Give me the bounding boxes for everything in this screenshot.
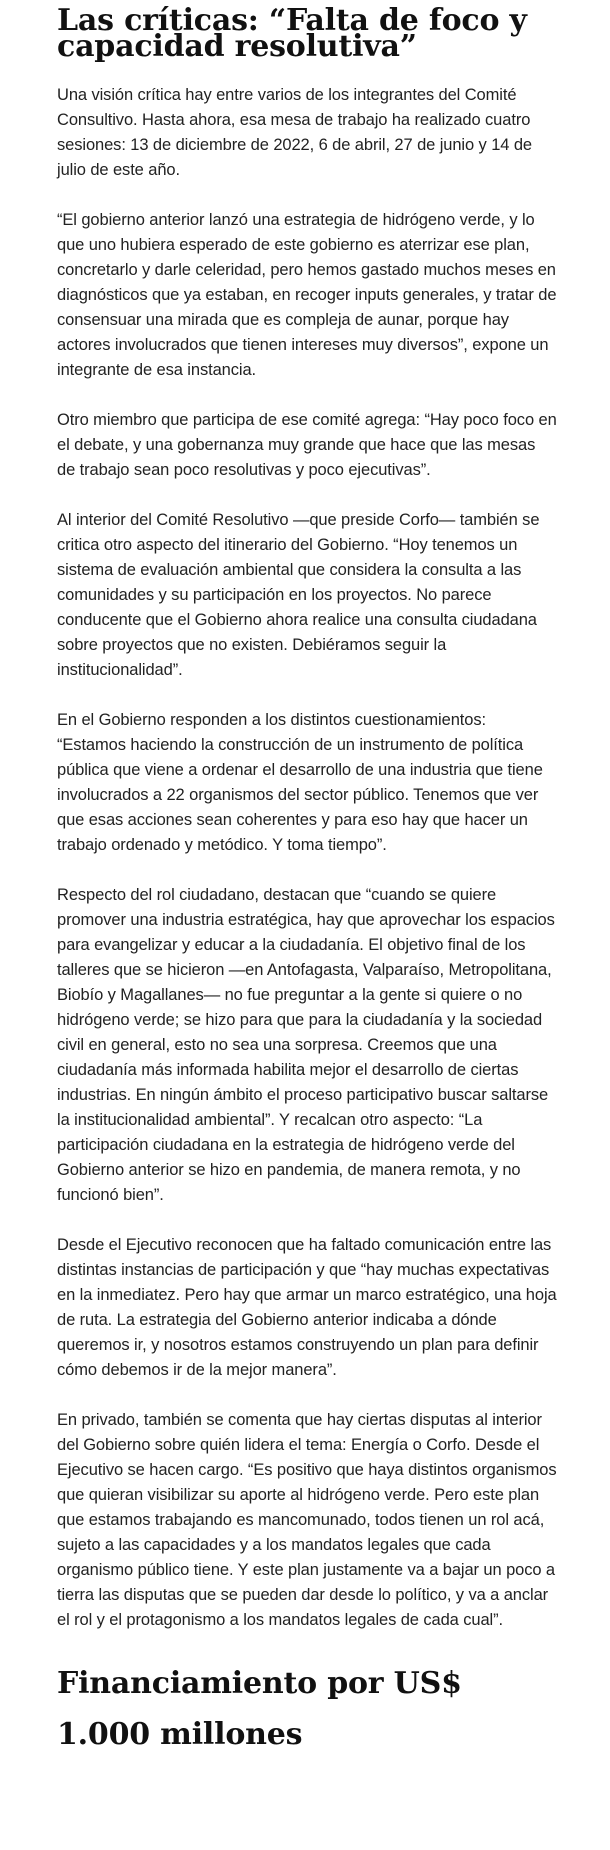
paragraph-gobierno-responde: En el Gobierno responden a los distintos cuestionamientos: “Estamos haciendo la construcción de un instrumento de política pública que viene a ordenar el desarrollo de una industria que tiene involucrados a 22 organismos del sector público. Tenemos que ver que esas acciones sean coherentes y para eso hay que hacer un trabajo ordenado y metódico. Y toma tiempo”.	[57, 711, 543, 854]
paragraph-poco-foco-quote: Otro miembro que participa de ese comité agrega: “Hay poco foco en el debate, y una gobernanza muy grande que hace que las mesas de trabajo sean poco resolutivas y poco ejecutivas”.	[57, 411, 557, 479]
article-body	[57, 3, 557, 1760]
paragraph-falta-comunicacion: Desde el Ejecutivo reconocen que ha faltado comunicación entre las distintas instancias de participación y que “hay muchas expectativas en la inmediatez. Pero hay que armar un marco estratégico, una hoja de ruta. La estrategia del Gobierno anterior indicaba a dónde queremos ir, y nosotros estamos construyendo un plan para definir cómo debemos ir de la mejor manera”.	[57, 1236, 557, 1379]
paragraph-comite-resolutivo: Al interior del Comité Resolutivo —que preside Corfo— también se critica otro aspecto del itinerario del Gobierno. “Hoy tenemos un sistema de evaluación ambiental que considera la consulta a las comunidades y su participación en los proyectos. No parece conducente que el Gobierno ahora realice una consulta ciudadana sobre proyectos que no existen. Debiéramos seguir la institucionalidad”.	[57, 511, 540, 679]
paragraph-rol-ciudadano: Respecto del rol ciudadano, destacan que “cuando se quiere promover una industria estratégica, hay que aprovechar los espacios para evangelizar y educar a la ciudadanía. El objetivo final de los talleres que se hicieron —en Antofagasta, Valparaíso, Metropolitana, Biobío y Magallanes— no fue preguntar a la gente si quiere o no hidrógeno verde; se hizo para que para la ciudadanía y la sociedad civil en general, esto no sea una sorpresa. Creemos que una ciudadanía más informada habilita mejor el desarrollo de ciertas industrias. En ningún ámbito el proceso participativo buscar saltarse la institucionalidad ambiental”. Y recalcan otro aspecto: “La participación ciudadana en la estrategia de hidrógeno verde del Gobierno anterior se hizo en pandemia, de manera remota, y no funcionó bien”.	[57, 886, 555, 1204]
financing-subheading: Financiamiento por US$ 1.000 millones	[57, 1666, 462, 1752]
paragraph-disputas-liderazgo: En privado, también se comenta que hay ciertas disputas al interior del Gobierno sobre quién lidera el tema: Energía o Corfo. Desde el Ejecutivo se hacen cargo. “Es positivo que haya distintos organismos que quieran visibilizar su aporte al hidrógeno verde. Pero este plan que estamos trabajando es mancomunado, todos tienen un rol acá, sujeto a las capacidades y a los mandatos legales que cada organismo público tiene. Y este plan justamente va a bajar un poco a tierra las disputas que se pueden dar desde lo político, y va a anclar el rol y el protagonismo a los mandatos legales de cada cual”.	[57, 1411, 557, 1629]
paragraph-comite-consultivo: Una visión crítica hay entre varios de los integrantes del Comité Consultivo. Hasta ahora, esa mesa de trabajo ha realizado cuatro sesiones: 13 de diciembre de 2022, 6 de abril, 27 de junio y 14 de julio de este año.	[57, 86, 532, 179]
paragraph-gobierno-anterior-quote: “El gobierno anterior lanzó una estrategia de hidrógeno verde, y lo que uno hubiera esperado de este gobierno es aterrizar ese plan, concretarlo y darle celeridad, pero hemos gastado muchos meses en diagnósticos que ya estaban, en recoger inputs generales, y tratar de consensuar una mirada que es compleja de aunar, porque hay actores involucrados que tienen intereses muy diversos”, expone un integrante de esa instancia.	[57, 211, 557, 379]
section-heading: Las críticas: “Falta de foco y capacidad resolutiva”	[57, 3, 527, 64]
